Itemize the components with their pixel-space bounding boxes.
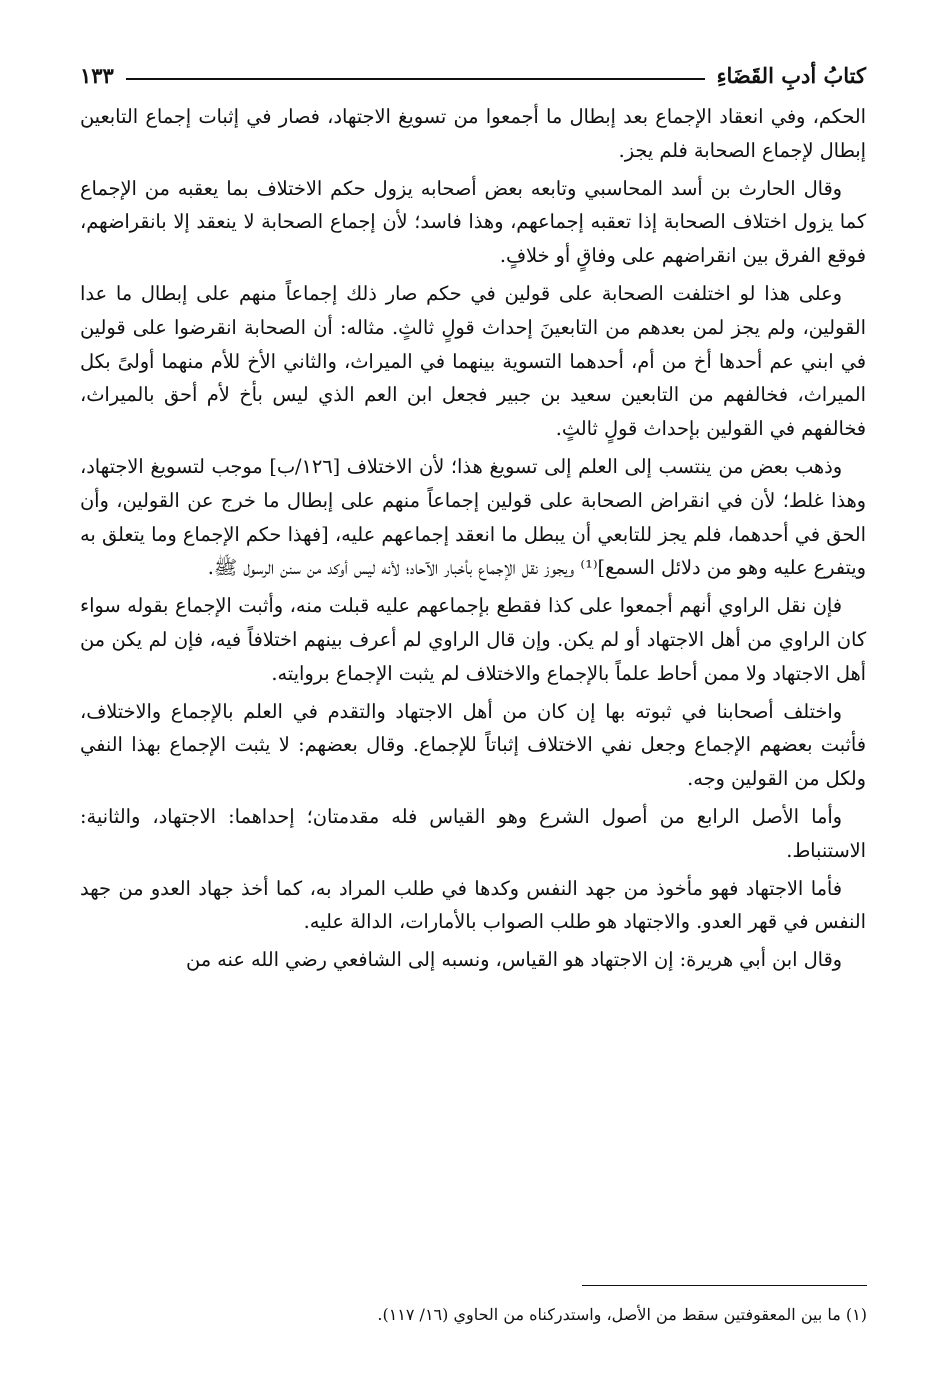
paragraph: وذهب بعض من ينتسب إلى العلم إلى تسويغ هذا؛ لأن الاختلاف [١٢٦/ب] موجب لتسويغ الاجتهاد، وهذا غلط؛ لأن في انقراض الصحابة على قولين إجماعاً منهم على إبطال ما خرج عن القولين، وأن الحق في أحدهما، فلم يجز للتابعي أن يبطل ما انعقد إجماعهم عليه، [فهذا حكم الإجماع وما يتعلق به ويتفرع عليه وهو من دلائل السمع]⁽¹⁾ ويجوز نقل الإجماع بأخبار الآحاد؛ لأنه ليس أوكد من سنن الرسول ﷺ.: [80, 454, 866, 580]
footnote-rule: [582, 1285, 867, 1286]
paragraph: وأما الأصل الرابع من أصول الشرع وهو القياس فله مقدمتان؛ إحداهما: الاجتهاد، والثانية: الاستنباط.: [80, 804, 866, 862]
body-text: [80, 100, 866, 977]
page-number: ١٣٣: [80, 63, 114, 88]
book-page: [80, 52, 866, 981]
book-title: كتابُ أدبِ القَضَاءِ: [716, 63, 866, 88]
paragraph: فأما الاجتهاد فهو مأخوذ من جهد النفس وكدها في طلب المراد به، كما أخذ جهاد العدو من جهد النفس في قهر العدو. والاجتهاد هو طلب الصواب بالأمارات، الدالة عليه.: [80, 876, 866, 934]
footnote: (١) ما بين المعقوفتين سقط من الأصل، واستدركناه من الحاوي (١٦/ ١١٧).: [377, 1305, 867, 1324]
header-rule: [126, 78, 705, 80]
paragraph: وقال ابن أبي هريرة: إن الاجتهاد هو القياس، ونسبه إلى الشافعي رضي الله عنه من: [186, 948, 842, 972]
paragraph: فإن نقل الراوي أنهم أجمعوا على كذا فقطع بإجماعهم عليه قبلت منه، وأثبت الإجماع بقوله سواء كان الراوي من أهل الاجتهاد أو لم يكن. وإن قال الراوي لم أعرف بينهم اختلافاً فيه، فإن لم يكن من أهل الاجتهاد ولا ممن أحاط علماً بالإجماع والاختلاف لم يثبت الإجماع بروايته.: [80, 594, 866, 685]
paragraph: وعلى هذا لو اختلفت الصحابة على قولين في حكم صار ذلك إجماعاً منهم على إبطال ما عدا القولين، ولم يجز لمن بعدهم من التابعينَ إحداث قولٍ ثالثٍ. مثاله: أن الصحابة انقرضوا على قولين في ابني عم أحدها أخ من أم، أحدهما التسوية بينهما في الميراث، والثاني الأخ للأم منهما أولىً بكل الميراث، فخالفهم من التابعين سعيد بن جبير فجعل ابن العم الذي ليس بأخ لأم أحق بالميراث، فخالفهم في القولين بإحداث قولٍ ثالثٍ.: [80, 281, 866, 441]
paragraph: الحكم، وفي انعقاد الإجماع بعد إبطال ما أجمعوا من تسويغ الاجتهاد، فصار في إثبات إجماع التابعين إبطال لإجماع الصحابة فلم يجز.: [80, 105, 866, 162]
running-header: [80, 52, 866, 88]
paragraph: واختلف أصحابنا في ثبوته بها إن كان من أهل الاجتهاد والتقدم في العلم بالإجماع والاختلاف، فأثبت بعضهم الإجماع وجعل نفي الاختلاف إثباتاً للإجماع. وقال بعضهم: لا يثبت الإجماع بهذا النفي ولكل من القولين وجه.: [80, 699, 866, 791]
paragraph: وقال الحارث بن أسد المحاسبي وتابعه بعض أصحابه يزول حكم الاختلاف بما يعقبه من الإجماع كما يزول اختلاف الصحابة إذا تعقبه إجماعهم، وهذا فاسد؛ لأن إجماع الصحابة لا ينعقد إلا بانقراضهم، فوقع الفرق بين انقراضهم على وفاقٍ أو خلافٍ.: [80, 176, 866, 268]
